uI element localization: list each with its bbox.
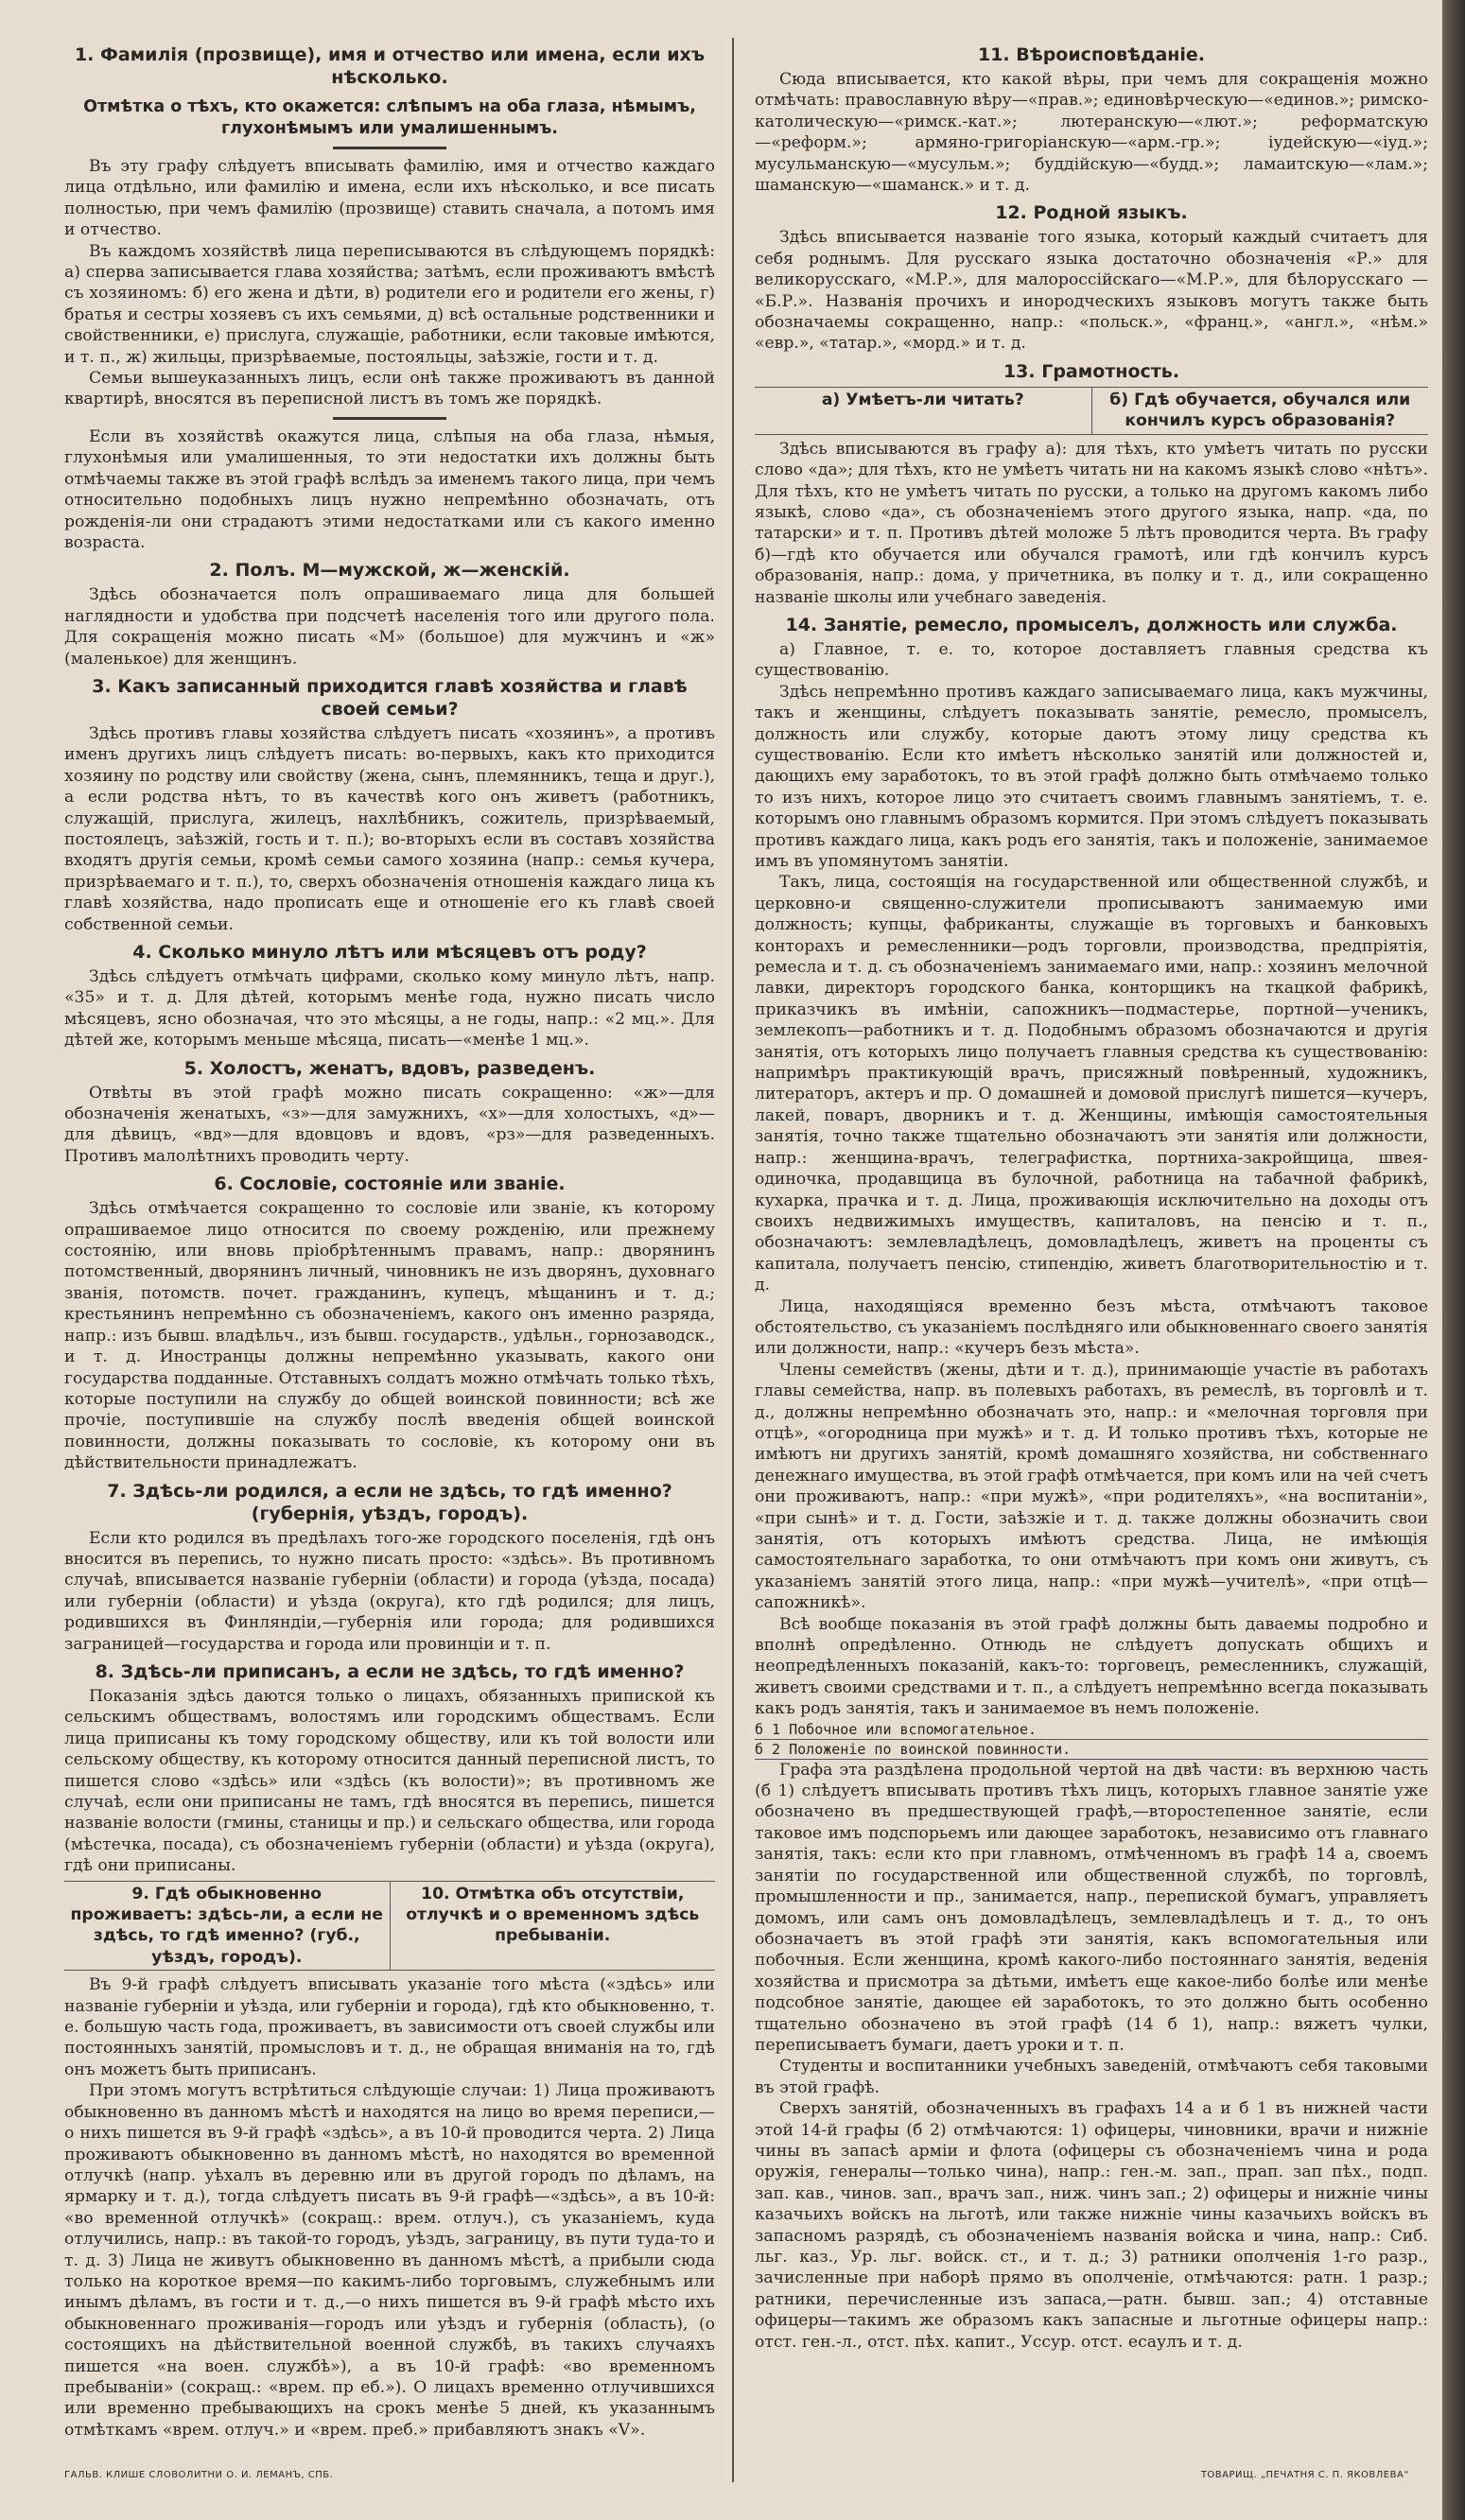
section-rule	[333, 417, 446, 420]
section-heading: 11. Вѣроисповѣданіе.	[977, 44, 1206, 65]
paragraph: Въ 9-й графѣ слѣдуетъ вписывать указаніе того мѣста («здѣсь» или названіе губерніи и уѣзда, или губерніи и города), гдѣ кто обыкновенно, т. е. большую часть года, проживаетъ, въ зависимости отъ своей службы или постоянныхъ занятій, промысловъ и т. д., не обращая вниманія на то, гдѣ онъ можетъ быть приписанъ.	[64, 1975, 715, 2079]
section-heading: 12. Родной языкъ.	[995, 202, 1188, 224]
section-heading: 8. Здѣсь-ли приписанъ, а если не здѣсь, то гдѣ именно?	[95, 1660, 685, 1682]
paragraph: Всѣ вообще показанія въ этой графѣ должны быть даваемы подробно и вполнѣ опредѣленно. Отнюдь не слѣдуетъ допускать общихъ и неопредѣленныхъ показаній, какъ-то: торговецъ, ремесленникъ, служащій, живетъ своими средствами и т. п., а слѣдуетъ непремѣнно всегда показывать какъ родъ занятія, такъ и занимаемое въ немъ положеніе.	[755, 1614, 1428, 1719]
paragraph: Отвѣты въ этой графѣ можно писать сокращенно: «ж»—для обозначенія женатыхъ, «з»—для замужнихъ, «х»—для холостыхъ, «д»—для дѣвицъ, «вд»—для вдовцовъ и вдовъ, «рз»—для разведенныхъ. Противъ малолѣтнихъ проводить черту.	[64, 1083, 715, 1166]
paragraph: Здѣсь вписывается названіе того языка, который каждый считаетъ для себя роднымъ. Для русскаго языка достаточно обозначенія «Р.» для великорусскаго, «М.Р.», для малороссійскаго—«М.Р.», для бѣлорусскаго — «Б.Р.». Названія прочихъ и инородческихъ языковъ могутъ также быть обозначаемы сокращенно, напр.: «польск.», «франц.», «англ.», «нѣм.» «евр.», «татар.», «морд.» и т. д.	[755, 228, 1428, 354]
subsection-heading: Отмѣтка о тѣхъ, кто окажется: слѣпымъ на оба глаза, нѣмымъ, глухонѣмымъ или умалишеннымъ.	[83, 97, 696, 138]
paragraph: Лица, находящіяся временно безъ мѣста, отмѣчаютъ таковое обстоятельство, съ указаніемъ послѣдняго или обыкновеннаго своего занятія или должности, напр.: «кучеръ безъ мѣста».	[755, 1296, 1428, 1359]
paragraph: Студенты и воспитанники учебныхъ заведеній, отмѣчаютъ себя таковыми въ этой графѣ.	[755, 2057, 1428, 2097]
split-heading	[755, 387, 1428, 435]
paragraph: Такъ, лица, состоящія на государственной или общественной службѣ, и церковно-и священно-служители прописываютъ занимаемую ими должность; купцы, фабриканты, служащіе въ торговыхъ и банковыхъ конторахъ и ремесленники—родъ торговли, производства, предпріятія, ремесла и т. д. съ обозначеніемъ занимаемаго ими, напр.: хозяинъ мелочной лавки, директоръ городского банка, конторщикъ на ткацкой фабрикѣ, приказчикъ въ имѣніи, сапожникъ—подмастерье, портной—ученикъ, землекопъ—работникъ и т. д. Подобнымъ образомъ обозначаются и другія занятія, отъ которыхъ лицо получаетъ главныя средства къ существованію: напримѣръ практикующій врачъ, присяжный повѣренный, художникъ, литераторъ, актеръ и пр. О домашней и домовой прислугѣ пишется—кучеръ, лакей, поваръ, дворникъ и т. д. Женщины, имѣющія самостоятельныя занятія, точно также тщательно обозначаютъ эти занятія или должности, напр.: женщина-врачъ, телеграфистка, портниха-закройщица, швея-одиночка, продавщица въ булочной, работница на табачной фабрикѣ, кухарка, прачка и т. д. Лица, проживающія исключительно на доходы отъ своихъ недвижимыхъ имуществъ, капиталовъ, на пенсію и т. п., обозначаютъ: землевладѣлецъ, домовладѣлецъ, живетъ на проценты съ капитала, получаетъ пенсію, стипендію, живетъ благотворительностію и т. д.	[755, 873, 1428, 1295]
footer-right-imprint: ТОВАРИЩ. „ПЕЧАТНЯ С. П. ЯКОВЛЕВА“	[1200, 2470, 1409, 2481]
subgraph-label: б 2 Положеніе по воинской повинности.	[755, 1740, 1428, 1760]
section-heading: 7. Здѣсь-ли родился, а если не здѣсь, то гдѣ именно? (губернія, уѣздъ, городъ).	[107, 1480, 672, 1524]
paragraph: Здѣсь отмѣчается сокращенно то сословіе или званіе, къ которому опрашиваемое лицо относится по своему рожденію, или прежнему состоянію, или вновь пріобрѣтеннымъ правамъ, напр.: дворянинъ потомственный, дворянинъ личный, чиновникъ не изъ дворянъ, духовнаго званія, потомств. почет. гражданинъ, купецъ, мѣщанинъ и т. д.; крестьянинъ непремѣнно съ обозначеніемъ, какого онъ именно разряда, напр.: изъ бывш. владѣльч., изъ бывш. государств., удѣльн., горнозаводск., и т. д. Иностранцы должны непремѣнно указывать, какого они государства подданные. Отставныхъ солдатъ можно отмѣчать только тѣхъ, которые поступили на службу до общей воинской повинности; всѣ же прочіе, поступившіе на службу послѣ введенія общей воинской повинности, должны показывать то сословіе, къ которому они въ дѣйствительности принадлежатъ.	[64, 1199, 715, 1473]
paragraph: а) Главное, т. е. то, которое доставляетъ главныя средства къ существованію.	[755, 639, 1428, 681]
paragraph: Графа эта раздѣлена продольной чертой на двѣ части: въ верхнюю часть (б 1) слѣдуетъ вписывать противъ тѣхъ лицъ, которыхъ главное занятіе уже обозначено въ предшествующей графѣ,—второстепенное занятіе, если таковое имъ подспорьемъ или дающее заработокъ, независимо отъ главнаго занятія, такъ: если кто при главномъ, отмѣченномъ въ графѣ 14 а, своемъ занятіи по государственной или общественной службѣ, по торговлѣ, промышленности и пр., занимается, напр., перепиской бумагъ, управляетъ домомъ, или самъ онъ домовладѣлецъ, землевладѣлецъ и т. д., то онъ обозначаетъ въ этой графѣ эти занятія, какъ вспомогательныя или побочныя. Если женщина, кромѣ какого-либо постояннаго занятія, веденія хозяйства и присмотра за дѣтьми, имѣетъ еще какое-либо болѣе или менѣе подсобное занятіе, дающее ей заработокъ, то это должно быть особенно тщательно обозначено въ этой графѣ (14 б 1), напр.: вяжетъ чулки, переписываетъ бумаги, даетъ уроки и т. п.	[755, 1760, 1428, 2055]
paragraph: При этомъ могутъ встрѣтиться слѣдующіе случаи: 1) Лица проживаютъ обыкновенно въ данномъ мѣстѣ и находятся на лицо во время переписи,—о нихъ пишется въ 9-й графѣ «здѣсь», а въ 10-й проводится черта. 2) Лица проживаютъ обыкновенно въ данномъ мѣстѣ, но находятся во временной отлучкѣ (напр. уѣхалъ въ деревню или въ другой городъ по дѣламъ, на ярмарку и т. д.), тогда слѣдуетъ писать въ 9-й графѣ—«здѣсь», а въ 10-й: «во временной отлучкѣ» (сокращ.: врем. отлуч.), съ указаніемъ, куда отлучились, напр.: въ такой-то городъ, уѣздъ, заграницу, въ пути туда-то и т. д. 3) Лица не живутъ обыкновенно въ данномъ мѣстѣ, а прибыли сюда только на короткое время—по какимъ-либо торговымъ, служебнымъ или инымъ дѣламъ, въ гости и т. д.,—о нихъ пишется въ 9-й графѣ мѣсто ихъ обыкновеннаго проживанія—городъ или уѣздъ и губернія (область), (о состоящихъ на дѣйствительной военной службѣ, въ такихъ случаяхъ пишется «на воен. службѣ»), а въ 10-й графѣ: «во временномъ пребываніи» (сокращ.: «врем. пр еб.»). О лицахъ временно отлучившихся или временно пребывающихъ на срокъ менѣе 5 дней, къ указаннымъ отмѣткамъ «врем. отлуч.» и «врем. преб.» прибавляютъ знакъ «V».	[64, 2081, 715, 2440]
paragraph: Въ эту графу слѣдуетъ вписывать фамилію, имя и отчество каждаго лица отдѣльно, или фамилію и имена, если ихъ нѣсколько, и все писать полностью, при чемъ фамилію (прозвище) ставить сначала, а потомъ имя и отчество.	[64, 157, 715, 240]
column-divider	[732, 38, 734, 2482]
left-column	[64, 38, 715, 2482]
split-heading-cell: 10. Отмѣтка объ отсутствіи, отлучкѣ и о временномъ здѣсь пребываніи.	[390, 1882, 716, 1971]
split-heading-cell: б) Гдѣ обучается, обучался или кончилъ курсъ образованія?	[1091, 388, 1429, 434]
paragraph: Здѣсь слѣдуетъ отмѣчать цифрами, сколько кому минуло лѣтъ, напр. «35» и т. д. Для дѣтей, которымъ менѣе года, нужно писать число мѣсяцевъ, ясно обозначая, что это мѣсяцы, а не годы, напр.: «2 мц.». Для дѣтей же, которымъ меньше мѣсяца, писать—«менѣе 1 мц.».	[64, 967, 715, 1051]
subgraph-label: б 1 Побочное или вспомогательное.	[755, 1720, 1428, 1740]
paragraph: Показанія здѣсь даются только о лицахъ, обязанныхъ припиской къ сельскимъ обществамъ, волостямъ или городскимъ обществамъ. Если лица приписаны къ тому городскому обществу, или къ той волости или сельскому обществу, къ которому относится данный переписной листъ, то пишется слово «здѣсь» или «здѣсь (къ волости)»; въ противномъ же случаѣ, если они приписаны не тамъ, гдѣ вносятся въ перепись, пишется названіе волости (гмины, станицы и пр.) и сельскаго общества, или города (мѣстечка, посада), съ обозначеніемъ губерніи (области) и уѣзда (округа), гдѣ они приписаны.	[64, 1686, 715, 1876]
right-column	[755, 38, 1428, 2482]
section-heading: 2. Полъ. М—мужской, ж—женскій.	[209, 560, 570, 582]
paragraph: Сверхъ занятій, обозначенныхъ въ графахъ 14 а и б 1 въ нижней части этой 14-й графы (б 2) отмѣчаются: 1) офицеры, чиновники, врачи и нижніе чины въ запасѣ арміи и флота (офицеры съ обозначеніемъ чина и рода оружія, генералы—только чина), напр.: ген.-м. зап., прап. зап пѣх., подп. зап. кав., чинов. зап., врачъ зап., ниж. чинъ зап.; 2) офицеры и нижніе чины казачьихъ войскъ на льготѣ, или также нижніе чины казачьихъ войскъ въ запасномъ разрядѣ, съ обозначеніемъ названія войска и чина, напр.: Сиб. льг. каз., Ур. льг. войск. ст., и т. д.; 3) ратники ополченія 1-го разр., зачисленные при наборѣ прямо въ ополченіе, отмѣчаются: ратн. 1 разр.; ратники, перечисленные изъ запаса,—ратн. бывш. зап.; 4) отставные офицеры—такимъ же образомъ какъ запасные и льготные офицеры напр.: отст. ген.-л., отст. пѣх. капит., Уссур. отст. есаулъ и т. д.	[755, 2099, 1428, 2352]
split-heading-cell: а) Умѣетъ-ли читать?	[821, 390, 1024, 409]
section-rule	[333, 147, 446, 149]
paragraph: Въ каждомъ хозяйствѣ лица переписываются въ слѣдующемъ порядкѣ: а) сперва записывается глава хозяйства; затѣмъ, если проживаютъ вмѣстѣ съ хозяиномъ: б) его жена и дѣти, в) родители его и родители его жены, г) братья и сестры хозяевъ съ ихъ семьями, д) всѣ остальные родственники и свойственники, е) прислуга, служащіе, работники, если таковые имѣются, и т. п., ж) жильцы, призрѣваемые, постояльцы, заѣзжіе, гости и т. д.	[64, 241, 715, 367]
paragraph: Сюда вписывается, кто какой вѣры, при чемъ для сокращенія можно отмѣчать: православную вѣру—«прав.»; единовѣрческую—«единов.»; римско-католическую—«римск.-кат.»; лютеранскую—«лют.»; реформатскую—«реформ.»; армяно-григоріанскую—«арм.-гр.»; іудейскую—«іуд.»; мусульманскую—«мусульм.»; буддійскую—«будд.»; ламаитскую—«лам.»; шаманскую—«шаманск.» и т. д.	[755, 70, 1428, 196]
paragraph: Здѣсь обозначается полъ опрашиваемаго лица для большей наглядности и удобства при подсчетѣ населенія того или другого пола. Для сокращенія можно писать «М» (большое) для мужчинъ и «ж» (маленькое) для женщинъ.	[64, 585, 715, 669]
section-heading: 6. Сословіе, состояніе или званіе.	[214, 1173, 566, 1195]
paragraph: Члены семействъ (жены, дѣти и т. д.), принимающіе участіе въ работахъ главы семейства, напр. въ полевыхъ работахъ, въ ремеслѣ, въ торговлѣ и т. д., должны непремѣнно обозначать это, напр.: и «мелочная торговля при отцѣ», «огородница при мужѣ» и т. д. И только противъ тѣхъ, которые не имѣютъ ни другихъ занятій, кромѣ домашняго хозяйства, ни собственнаго денежнаго имущества, въ этой графѣ отмѣчается, при комъ или на чей счетъ они проживаютъ, напр.: «при мужѣ», «при родителяхъ», «на воспитаніи», «при сынѣ» и т. д. Гости, заѣзжіе и т. д. также должны обозначить свои занятія, отъ которыхъ имѣютъ средства. Лица, не имѣющія самостоятельнаго заработка, то они отмѣчаютъ при комъ они живутъ, съ указаніемъ занятій этого лица, напр.: «при мужѣ—учителѣ», «при отцѣ—сапожникѣ».	[755, 1360, 1428, 1613]
section-heading: 13. Грамотность.	[1003, 360, 1180, 382]
paragraph: Если кто родился въ предѣлахъ того-же городского поселенія, гдѣ онъ вносится въ перепись, то нужно писать просто: «здѣсь». Въ противномъ случаѣ, вписывается названіе губерніи (области) и города (уѣзда, посада) или губерніи (области) и уѣзда (округа), кто гдѣ родился; для лицъ, родившихся въ Финляндіи,—губернія или города; для родившихся заграницей—государства и города или провинціи и т. п.	[64, 1528, 715, 1654]
split-heading	[64, 1881, 715, 1972]
paragraph: Семьи вышеуказанныхъ лицъ, если онѣ также проживаютъ въ данной квартирѣ, вносятся въ переписной листъ въ томъ же порядкѣ.	[64, 369, 715, 409]
subgraph-labels	[755, 1720, 1428, 1760]
split-heading-cell: 9. Гдѣ обыкновенно проживаетъ: здѣсь-ли, а если не здѣсь, то гдѣ именно? (губ., уѣздъ, городъ).	[70, 1884, 383, 1967]
section-heading: 1. Фамилія (прозвище), имя и отчество или имена, если ихъ нѣсколько.	[74, 44, 706, 88]
section-heading: 14. Занятіе, ремесло, промыселъ, должность или служба.	[785, 614, 1398, 635]
section-heading: 3. Какъ записанный приходится главѣ хозяйства и главѣ своей семьи?	[92, 675, 688, 720]
paragraph: Здѣсь непремѣнно противъ каждаго записываемаго лица, какъ мужчины, такъ и женщины, слѣдуетъ показывать занятіе, ремесло, промыселъ, должность или службу, которые даютъ этому лицу средства къ существованію. Если кто имѣетъ нѣсколько занятій или должностей и, дающихъ ему заработокъ, то въ этой графѣ должно быть отмѣчаемо только то изъ нихъ, которое лицо это считаетъ своимъ главнымъ занятіемъ, т. е. которымъ оно главнымъ образомъ кормится. При этомъ слѣдуетъ показывать противъ каждаго лица, какъ родъ его занятія, такъ и положеніе, занимаемое имъ въ упомянутомъ занятіи.	[755, 682, 1428, 871]
paragraph: Здѣсь противъ главы хозяйства слѣдуетъ писать «хозяинъ», а противъ именъ другихъ лицъ слѣдуетъ писать: во-первыхъ, какъ кто приходится хозяину по родству или свойству (жена, сынъ, племянникъ, теща и друг.), а если родства нѣтъ, то въ качествѣ кого онъ живетъ (работникъ, служащій, прислуга, жилецъ, нахлѣбникъ, сожитель, призрѣваемый, постоялецъ, заѣзжій, гость и т. п.); во-вторыхъ если въ составъ хозяйства входятъ другія семьи, кромѣ семьи самого хозяина (напр.: семья кучера, призрѣваемаго и т. п.), то, сверхъ обозначенія отношенія каждаго лица къ главѣ хозяйства, надо прописать еще и отношеніе его къ главѣ своей собственной семьи.	[64, 723, 715, 934]
paragraph: Если въ хозяйствѣ окажутся лица, слѣпыя на оба глаза, нѣмыя, глухонѣмыя или умалишенныя, то эти недостатки ихъ должны быть отмѣчаемы также въ этой графѣ вслѣдъ за именемъ такого лица, при чемъ относительно подобныхъ лицъ нужно непремѣнно обозначать, отъ рожденія-ли они страдаютъ этими недостатками или съ какого именно возраста.	[64, 426, 715, 552]
section-heading: 4. Сколько минуло лѣтъ или мѣсяцевъ отъ роду?	[132, 942, 647, 963]
footer-left-imprint: ГАЛЬВ. КЛИШЕ СЛОВОЛИТНИ О. И. ЛЕМАНЪ, СПБ.	[64, 2470, 334, 2481]
section-heading: 5. Холостъ, женатъ, вдовъ, разведенъ.	[183, 1057, 596, 1079]
right-column-body	[755, 38, 1428, 2353]
paragraph: Здѣсь вписываются въ графу а): для тѣхъ, кто умѣетъ читать по русски слово «да»; для тѣхъ, кто не умѣетъ читать ни на какомъ языкѣ слово «нѣтъ». Для тѣхъ, кто не умѣетъ читать по русски, а только на другомъ какомъ либо языкѣ, слово «да», съ обозначеніемъ этого другого языка, напр. «да, по татарски» и т. п. Противъ дѣтей моложе 5 лѣтъ проводится черта. Въ графу б)—гдѣ кто обучается или обучался грамотѣ, или гдѣ кончилъ курсъ образованія, напр.: дома, у причетника, въ полку и т. д., или сокращенно названіе школы или учебнаго заведенія.	[755, 439, 1428, 607]
left-column-body	[64, 38, 715, 2441]
page-edge-shadow	[1442, 0, 1465, 2520]
